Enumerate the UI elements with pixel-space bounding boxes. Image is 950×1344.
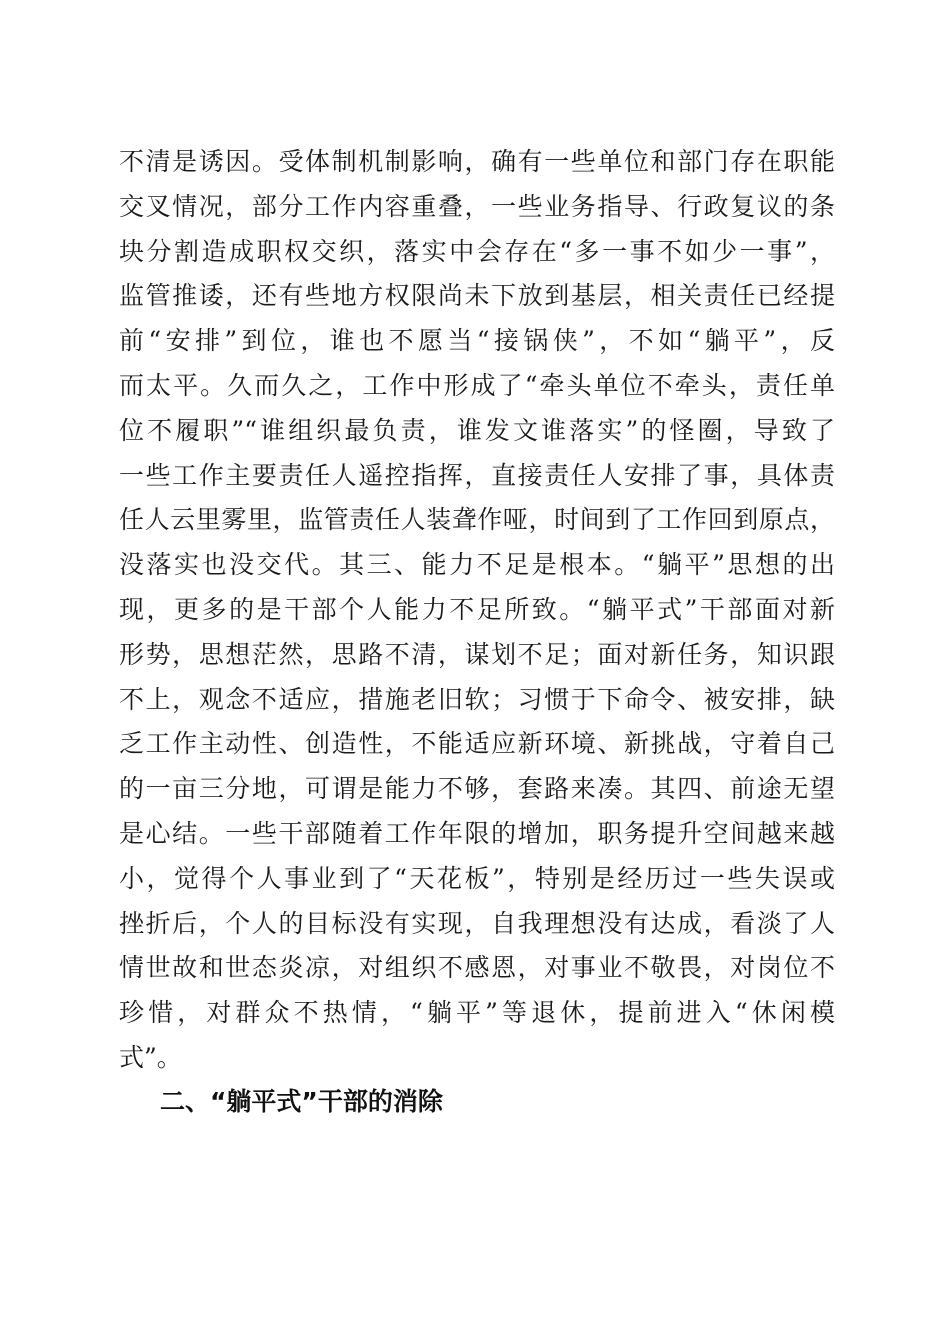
text-line: 是心结。一些干部随着工作年限的增加，职务提升空间越来越 — [119, 818, 835, 848]
text-line: 监管推诿，还有些地方权限尚未下放到基层，相关责任已经提 — [119, 281, 835, 311]
text-line: 形势，思想茫然，思路不清，谋划不足；面对新任务，知识跟 — [119, 639, 835, 669]
text-line: 珍惜，对群众不热情，“躺平”等退休，提前进入“休闲模 — [119, 998, 835, 1028]
section-heading: 二、“躺平式”干部的消除 — [160, 1087, 443, 1116]
text-line: 没落实也没交代。其三、能力不足是根本。“躺平”思想的出 — [119, 550, 835, 580]
text-line: 块分割造成职权交织，落实中会存在“多一事不如少一事”， — [119, 236, 835, 266]
body-paragraph — [119, 140, 835, 1081]
text-line: 前“安排”到位，谁也不愿当“接锅侠”，不如“躺平”，反 — [119, 326, 835, 356]
text-line: 小，觉得个人事业到了“天花板”，特别是经历过一些失误或 — [119, 863, 835, 893]
text-line: 不清是诱因。受体制机制影响，确有一些单位和部门存在职能 — [119, 147, 835, 176]
text-line: 不上，观念不适应，措施老旧软；习惯于下命令、被安排，缺 — [119, 684, 835, 714]
text-line: 现，更多的是干部个人能力不足所致。“躺平式”干部面对新 — [119, 594, 835, 624]
text-line: 交叉情况，部分工作内容重叠，一些业务指导、行政复议的条 — [119, 191, 835, 221]
text-line: 位不履职”“谁组织最负责，谁发文谁落实”的怪圈，导致了 — [119, 415, 835, 445]
text-line: 情世故和世态炎凉，对组织不感恩，对事业不敬畏，对岗位不 — [119, 953, 835, 983]
text-line: 一些工作主要责任人遥控指挥，直接责任人安排了事，具体责 — [119, 460, 835, 490]
text-line: 的一亩三分地，可谓是能力不够，套路来凑。其四、前途无望 — [119, 774, 835, 804]
text-line: 乏工作主动性、创造性，不能适应新环境、新挑战，守着自己 — [119, 729, 835, 759]
text-line: 任人云里雾里，监管责任人装聋作哑，时间到了工作回到原点， — [119, 505, 835, 535]
text-line: 式”。 — [119, 1042, 182, 1072]
text-line: 而太平。久而久之，工作中形成了“牵头单位不牵头，责任单 — [119, 370, 835, 400]
text-line: 挫折后，个人的目标没有实现，自我理想没有达成，看淡了人 — [119, 908, 835, 938]
